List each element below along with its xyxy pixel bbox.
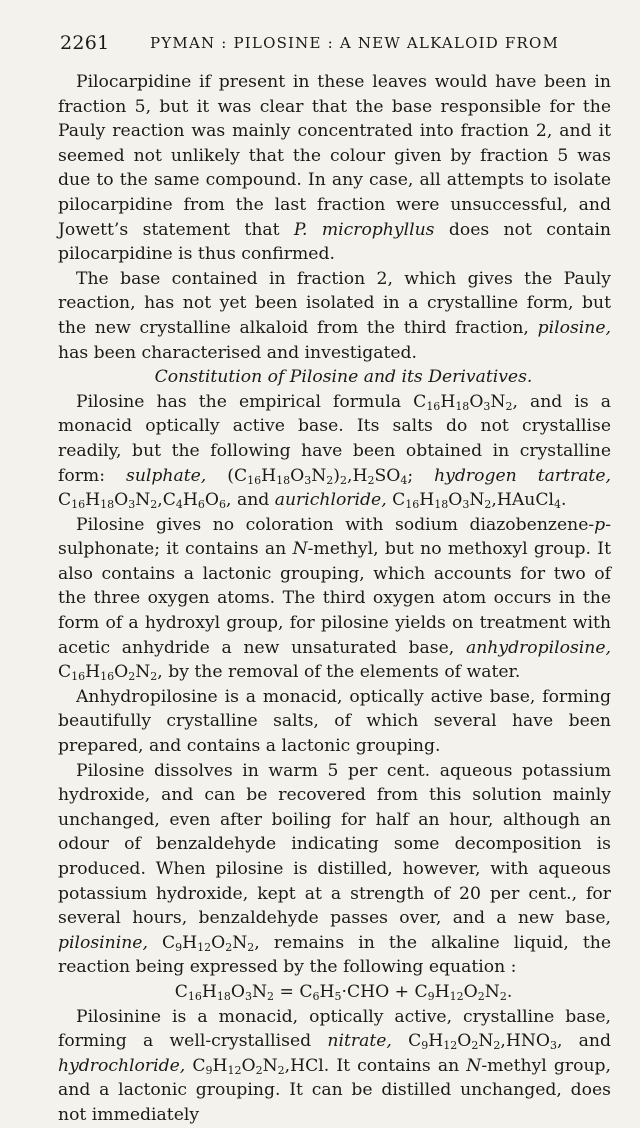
term-anhydropilosine: anhydropilosine, xyxy=(465,637,611,658)
page-number: 2261 xyxy=(60,32,110,54)
paragraph-potassium-hydroxide: Pilosine dissolves in warm 5 per cent. aqueous potassium hydroxide, and can be recovered from this solution mainly unchanged, even after boiling for half an hour, although an odour of benzaldehyde indicating some decomposition is produced. When pilosine is distilled, however, with aqueous potassium hydroxide, kept at a strength of 20 per cent., for several hours, benzaldehyde passes over, and a new base, pilosinine, $C_9H_{12}O_2N_2$, remains in the alkaline liquid, the reaction being expressed by the following equation : xyxy=(58,760,611,978)
paragraph-reactions: Pilosine gives no coloration with sodium diazobenzene-p-sulphonate; it contains an N-methyl, but no methoxyl group. It also contains a lactonic grouping, which accounts for two of the three oxygen atoms. The third oxygen atom occurs in the form of a hydroxyl group, for pilosine yields on treatment with acetic anhydride a new unsaturated base, anhydropilosine, $C_{16}H_{16}O_2N_2$, by the removal of the elements of water. xyxy=(58,514,611,684)
species-name: P. microphyllus xyxy=(293,219,435,240)
formula-pilosine: $C_{16}H_{18}O_3N_2$ xyxy=(413,391,513,413)
formula-hydrogen-tartrate: $C_{16}H_{18}O_3N_2,C_4H_6O_6$ xyxy=(58,490,227,512)
paragraph-anhydropilosine: Anhydropilosine is a monacid, optically active base, forming beautifully crystalline salts, of which several have been prepared, and contains a lactonic grouping. xyxy=(58,686,611,757)
formula-nitrate: $C_9H_{12}O_2N_2,HNO_3$ xyxy=(408,1031,557,1053)
term-hydrochloride: hydrochloride, xyxy=(58,1055,186,1076)
term-sulphate: sulphate, xyxy=(126,465,207,486)
paragraph-empirical-formula: Pilosine has the empirical formula $C_{16}H_{18}O_3N_2$, and is a monacid optically active base. Its salts do not crystallise readily, but the following have been obtained in crystalline form: sulphate, $(C_{16}H_{18}O_3N_2)_2,H_2SO_4$; hydrogen tartrate, $C_{16}H_{18}O_3N_2,C_4H_6O_6$, and aurichloride, $C_{16}H_{18}O_3N_2,HAuCl_4$. xyxy=(58,391,611,512)
paragraph-pilocarpidine: Pilocarpidine if present in these leaves would have been in fraction 5, but it was clear that the base responsible for the Pauly reaction was mainly concentrated into fraction 2, and it seemed not unlikely that the colour given by fraction 5 was due to the same compound. In any case, all attempts to isolate pilocarpidine from the last fraction were unsuccessful, and Jowett’s statement that P. microphyllus does not contain pilocarpidine is thus confirmed. xyxy=(58,72,611,265)
article-body xyxy=(58,70,611,1128)
page-header xyxy=(60,32,600,60)
formula-aurichloride: $C_{16}H_{18}O_3N_2,HAuCl_4$ xyxy=(392,490,562,512)
section-heading: Constitution of Pilosine and its Derivatives. xyxy=(154,367,533,388)
equation-formula: $C_{16}H_{18}O_3N_2 = C_6H_5\cdot CHO + C_9H_{12}O_2N_2$. xyxy=(174,981,513,1003)
reaction-equation xyxy=(58,980,611,1005)
term-pilosinine: pilosinine, xyxy=(58,932,148,953)
term-hydrogen-tartrate: hydrogen tartrate, xyxy=(434,465,611,486)
term-pilosine: pilosine, xyxy=(537,317,611,338)
running-title: PYMAN : PILOSINE : A NEW ALKALOID FROM xyxy=(150,34,560,52)
term-nitrate: nitrate, xyxy=(327,1031,392,1052)
formula-anhydropilosine: $C_{16}H_{16}O_2N_2$ xyxy=(58,662,158,684)
paragraph-fraction-2: The base contained in fraction 2, which gives the Pauly reaction, has not yet been isolated in a crystalline form, but the new crystalline alkaloid from the third fraction, pilosine, has been characterised and investigated. xyxy=(58,268,611,363)
term-aurichloride: aurichloride, xyxy=(274,490,387,511)
formula-hydrochloride: $C_9H_{12}O_2N_2,HCl$. xyxy=(192,1055,330,1077)
formula-sulphate: $(C_{16}H_{18}O_3N_2)_2,H_2SO_4$ xyxy=(227,465,408,487)
paragraph-pilosinine: Pilosinine is a monacid, optically active, crystalline base, forming a well-crystallised nitrate, $C_9H_{12}O_2N_2,HNO_3$, and hydrochloride, $C_9H_{12}O_2N_2,HCl$. It contains an N-methyl group, and a lactonic grouping. It can be distilled unchanged, does not immediately xyxy=(58,1006,611,1125)
formula-pilosinine: $C_9H_{12}O_2N_2$ xyxy=(162,932,255,954)
